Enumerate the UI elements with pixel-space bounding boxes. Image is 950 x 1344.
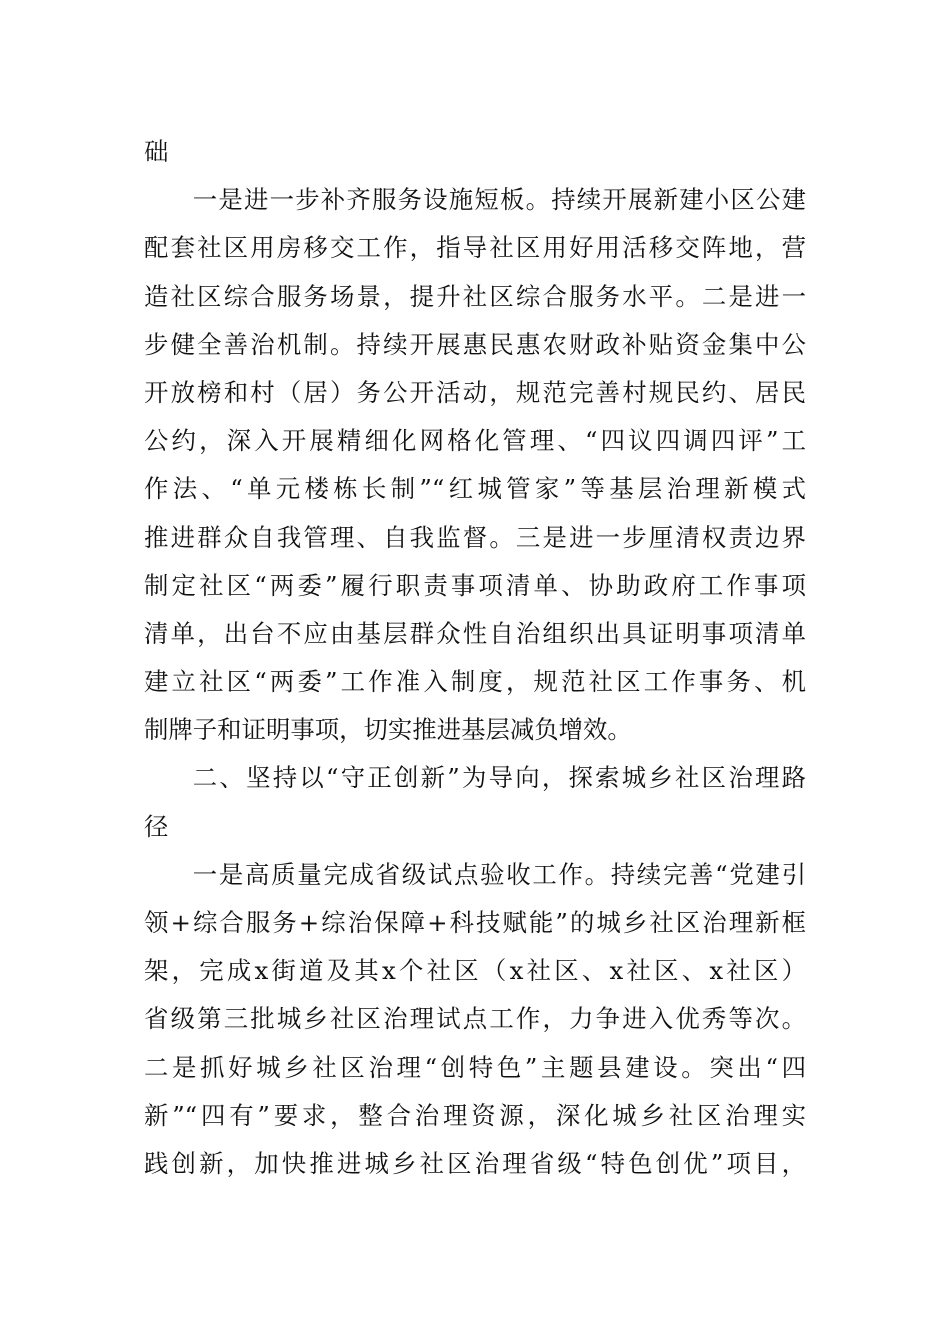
text-line-21: 践创新，加快推进城乡社区治理省级“特色创优”项目， bbox=[144, 1148, 806, 1178]
text-line-6: 公约，深入开展精细化网格化管理、“四议四调四评”工 bbox=[144, 426, 806, 456]
text-line-11: 建立社区“两委”工作准入制度，规范社区工作事务、机 bbox=[144, 667, 806, 697]
text-line-19: 二是抓好城乡社区治理“创特色”主题县建设。突出“四 bbox=[144, 1052, 806, 1082]
text-line-3: 造社区综合服务场景，提升社区综合服务水平。二是进一 bbox=[144, 281, 806, 311]
document-body bbox=[144, 134, 806, 1194]
text-line-5: 开放榜和村（居）务公开活动，规范完善村规民约、居民 bbox=[144, 377, 806, 407]
text-line-0: 础 bbox=[144, 137, 169, 166]
text-line-20: 新”“四有”要求，整合治理资源，深化城乡社区治理实 bbox=[144, 1100, 806, 1130]
section-heading-line: 二、坚持以“守正创新”为导向，探索城乡社区治理路 bbox=[192, 763, 806, 793]
text-line-9: 制定社区“两委”履行职责事项清单、协助政府工作事项 bbox=[144, 570, 806, 600]
text-line-2: 配套社区用房移交工作，指导社区用好用活移交阵地，营 bbox=[144, 233, 806, 263]
text-line-15: 一是高质量完成省级试点验收工作。持续完善“党建引 bbox=[192, 859, 806, 889]
text-line-10: 清单，出台不应由基层群众性自治组织出具证明事项清单 bbox=[144, 618, 806, 648]
text-line-12: 制牌子和证明事项，切实推进基层减负增效。 bbox=[144, 715, 632, 745]
text-line-16: 领+综合服务+综治保障+科技赋能”的城乡社区治理新框 bbox=[144, 908, 806, 937]
text-line-8: 推进群众自我管理、自我监督。三是进一步厘清权责边界 bbox=[144, 522, 806, 552]
text-line-7: 作法、“单元楼栋长制”“红城管家”等基层治理新模式 bbox=[144, 474, 806, 504]
text-line-1: 一是进一步补齐服务设施短板。持续开展新建小区公建 bbox=[192, 185, 806, 215]
section-heading-continuation: 径 bbox=[144, 811, 169, 841]
text-line-18: 省级第三批城乡社区治理试点工作，力争进入优秀等次。 bbox=[144, 1004, 806, 1034]
text-line-17: 架，完成x街道及其x个社区（x社区、x社区、x社区） bbox=[144, 956, 806, 986]
text-line-4: 步健全善治机制。持续开展惠民惠农财政补贴资金集中公 bbox=[144, 329, 806, 359]
